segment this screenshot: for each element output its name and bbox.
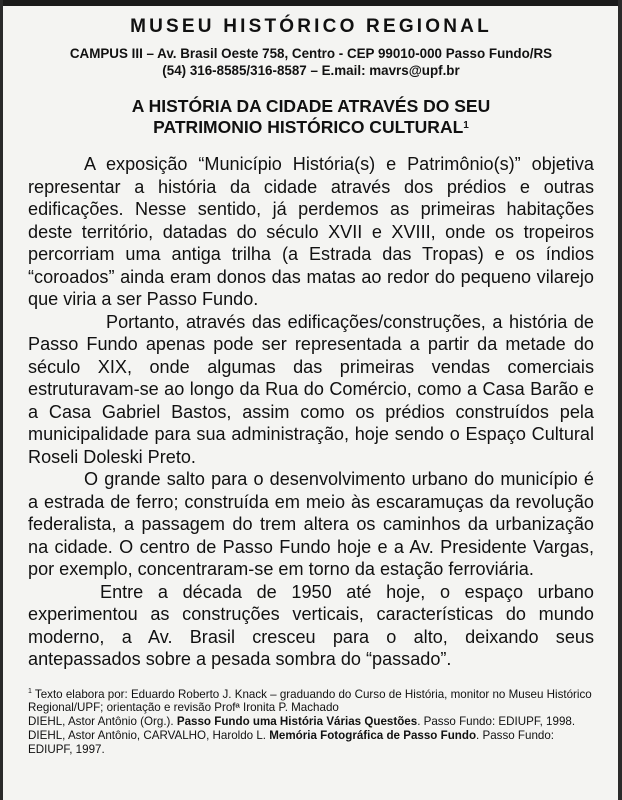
museum-address — [28, 45, 594, 79]
title-footnote-mark: 1 — [463, 120, 469, 131]
title-line-2-text: PATRIMONIO HISTÓRICO CULTURAL — [153, 117, 464, 137]
document-title — [28, 96, 594, 138]
footnotes — [28, 685, 594, 758]
ref2-author: DIEHL, Astor Antônio, CARVALHO, Haroldo L. — [28, 729, 266, 743]
scan-top-edge — [0, 0, 622, 6]
paragraph-2: Portanto, através das edificações/construções, a história de Passo Fundo apenas pode ser representada a partir da metade do século XIX, onde algumas das primeiras vendas comerciais estruturavam-se ao longo da Rua do Comércio, como a Casa Barão e a Casa Gabriel Bastos, assim como os prédios construídos pela municipalidade para sua administração, hoje sendo o Espaço Cultural Roseli Doleski Preto. — [28, 311, 594, 467]
paragraph-1: A exposição “Município História(s) e Patrimônio(s)” objetiva representar a história da cidade através dos prédios e outras edificações. Nesse sentido, já perdemos as primeiras habitações deste território, datadas do século XVII e XVIII, onde os tropeiros percorriam uma antiga trilha (a Estrada das Tropas) e os índios “coroados” ainda eram donos das matas ao redor do pequeno vilarejo que viria a ser Passo Fundo. — [28, 154, 594, 309]
paragraph-3: O grande salto para o desenvolvimento urbano do município é a estrada de ferro; construída em meio às escaramuças da revolução federalista, a passagem do trem altera os caminhos da urbanização na cidade. O centro de Passo Fundo hoje e a Av. Presidente Vargas, por exemplo, concentraram-se em torno da estação ferroviária. — [28, 469, 594, 579]
body-text — [28, 153, 594, 671]
contact-line: (54) 316-8585/316-8587 – E.mail: mavrs@upf.br — [162, 63, 460, 78]
title-line-1: A HISTÓRIA DA CIDADE ATRAVÉS DO SEU — [131, 96, 491, 116]
ref1-author: DIEHL, Astor Antônio (Org.). — [28, 715, 174, 729]
address-line: CAMPUS III – Av. Brasil Oeste 758, Centro - CEP 99010-000 Passo Fundo/RS — [69, 46, 553, 61]
footnote-mark: 1 — [28, 687, 32, 695]
footnote-1 — [28, 685, 594, 716]
paragraph-4: Entre a década de 1950 até hoje, o espaço urbano experimentou as construções verticais, características do mundo moderno, a Av. Brasil cresceu para o alto, deixando seus antepassados sobre a pesada sombra do “passado”. — [28, 581, 594, 669]
footnote-text: Texto elabora por: Eduardo Roberto J. Knack – graduando do Curso de História, monitor no Museu Histórico Regional/UPF; orientação e revisão Profª Ironita P. Machado — [28, 687, 592, 715]
title-line-2 — [28, 117, 594, 138]
document-page — [28, 16, 594, 757]
letterhead — [28, 16, 594, 79]
ref1-title: Passo Fundo uma História Várias Questões — [176, 715, 418, 729]
museum-name: MUSEU HISTÓRICO REGIONAL — [130, 16, 492, 37]
scan-left-edge — [0, 0, 3, 800]
ref2-rest: . Passo Fundo: EDIUPF, 1997. — [28, 729, 555, 757]
ref1-rest: . Passo Fundo: EDIUPF, 1998. — [417, 715, 576, 729]
reference-2 — [28, 729, 594, 757]
scan-right-edge — [618, 0, 622, 800]
reference-1 — [28, 715, 594, 729]
ref2-title: Memória Fotográfica de Passo Fundo — [269, 729, 477, 743]
